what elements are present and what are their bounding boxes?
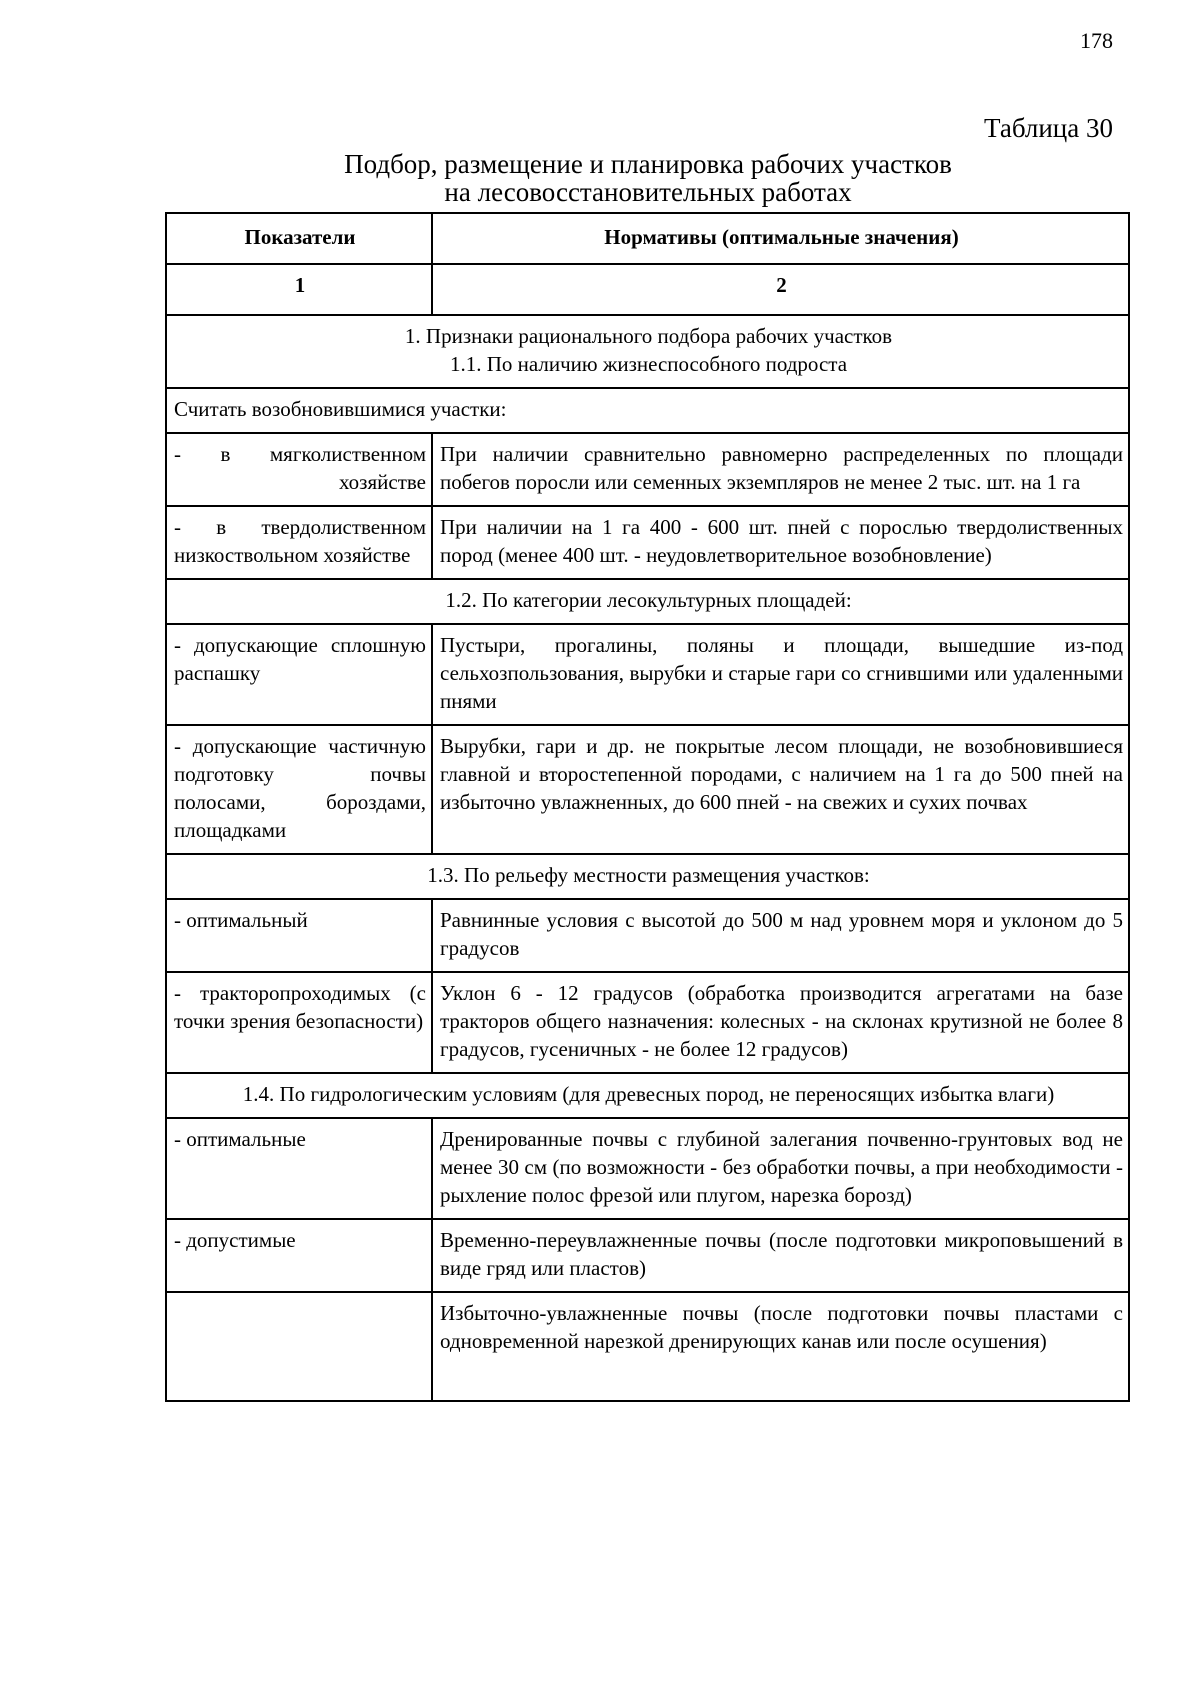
norm-cell: Вырубки, гари и др. не покрытые лесом площади, не возобновившиеся главной и второстепенной породами, с наличием на 1 га до 500 пней на избыточно увлажненных, до 600 пней - на свежих и сухих почвах [432, 725, 1129, 854]
section-row [166, 579, 1129, 624]
indicator-cell: - в мягколиственном хозяйстве [166, 433, 432, 506]
title-line-1: Подбор, размещение и планировка рабочих участков [344, 149, 952, 179]
header-norms: Нормативы (оптимальные значения) [432, 213, 1129, 264]
column-number-1: 1 [166, 264, 432, 315]
indicator-cell: - оптимальные [166, 1118, 432, 1219]
indicator-cell: - допускающие частичную подготовку почвы полосами, бороздами, площадками [166, 725, 432, 854]
indicator-cell: - допустимые [166, 1219, 432, 1292]
column-number-row [166, 264, 1129, 315]
section-row [166, 854, 1129, 899]
table-row [166, 1118, 1129, 1219]
page-number: 178 [1080, 28, 1113, 53]
section-1-2-title: 1.2. По категории лесокультурных площадей: [166, 579, 1129, 624]
norm-cell: Временно-переувлажненные почвы (после подготовки микроповышений в виде гряд или пластов) [432, 1219, 1129, 1292]
indicator-cell: - оптимальный [166, 899, 432, 972]
norm-cell: При наличии на 1 га 400 - 600 шт. пней с порослью твердолиственных пород (менее 400 шт. - неудовлетворительное возобновление) [432, 506, 1129, 579]
indicator-cell: - допускающие сплошную распашку [166, 624, 432, 725]
table-row [166, 433, 1129, 506]
table-row [166, 1292, 1129, 1401]
section-row [166, 1073, 1129, 1118]
table-title [165, 150, 1131, 206]
section-1-4-title: 1.4. По гидрологическим условиям (для древесных пород, не переносящих избытка влаги) [166, 1073, 1129, 1118]
norm-cell: Уклон 6 - 12 градусов (обработка производится агрегатами на базе тракторов общего назначения: колесных - на склонах крутизной не более 8 градусов, гусеничных - не более 12 градусов) [432, 972, 1129, 1073]
indicator-cell: - тракторопроходимых (с точки зрения безопасности) [166, 972, 432, 1073]
indicator-cell: - в твердолиственном низкоствольном хозяйстве [166, 506, 432, 579]
indicator-cell-empty [166, 1292, 432, 1401]
title-line-2: на лесовосстановительных работах [444, 177, 852, 207]
section-1-cell [166, 315, 1129, 388]
section-1-title: 1. Признаки рационального подбора рабочих участков [404, 324, 893, 348]
table-row [166, 1219, 1129, 1292]
norm-cell: Избыточно-увлажненные почвы (после подготовки почвы пластами с одновременной нарезкой дренирующих канав или после осушения) [432, 1292, 1129, 1401]
header-row [166, 213, 1129, 264]
norm-cell: Равнинные условия с высотой до 500 м над уровнем моря и уклоном до 5 градусов [432, 899, 1129, 972]
table-row [166, 972, 1129, 1073]
table-row [166, 388, 1129, 433]
column-number-2: 2 [432, 264, 1129, 315]
table-row [166, 624, 1129, 725]
norms-table [165, 212, 1130, 1402]
norm-cell: При наличии сравнительно равномерно распределенных по площади побегов поросли или семенных экземпляров не менее 2 тыс. шт. на 1 га [432, 433, 1129, 506]
section-1-1-title: 1.1. По наличию жизнеспособного подроста [449, 352, 848, 376]
consider-regenerated-cell: Считать возобновившимися участки: [166, 388, 1129, 433]
section-1-3-title: 1.3. По рельефу местности размещения участков: [166, 854, 1129, 899]
table-label: Таблица 30 [984, 113, 1113, 143]
table-row [166, 899, 1129, 972]
header-indicators: Показатели [166, 213, 432, 264]
table-row [166, 506, 1129, 579]
norm-cell: Пустыри, прогалины, поляны и площади, вышедшие из-под сельхозпользования, вырубки и старые гари со сгнившими или удаленными пнями [432, 624, 1129, 725]
table-row [166, 725, 1129, 854]
section-row [166, 315, 1129, 388]
norm-cell: Дренированные почвы с глубиной залегания почвенно-грунтовых вод не менее 30 см (по возможности - без обработки почвы, а при необходимости - рыхление полос фрезой или плугом, нарезка борозд) [432, 1118, 1129, 1219]
